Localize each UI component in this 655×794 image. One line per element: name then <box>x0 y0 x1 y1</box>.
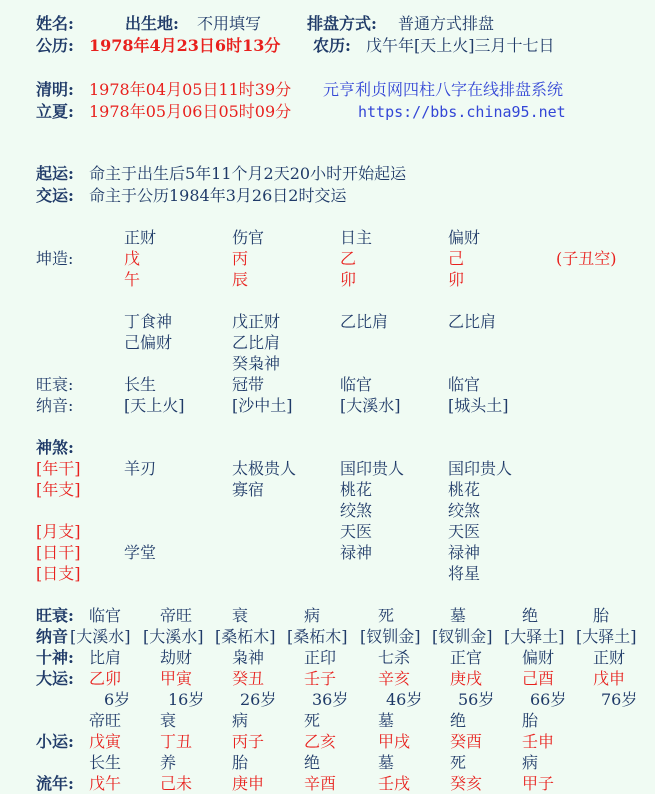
dayun-nayin-cell: [大驿土] <box>576 627 637 646</box>
hidden-stem: 乙比肩 <box>448 312 497 331</box>
xiaoyun-label: 小运: <box>36 732 74 751</box>
dayun-nayin-cell: [钗钏金] <box>360 627 421 646</box>
shishen-label: 十神: <box>36 648 74 667</box>
hidden-stem: 戊正财 <box>232 312 281 331</box>
age-cell: 56岁 <box>458 690 495 709</box>
pillar-branch: 卯 <box>340 270 357 289</box>
shensha-item: 桃花 <box>340 480 373 499</box>
shensha-key: [日支] <box>36 564 81 583</box>
hidden-stem: 己偏财 <box>124 333 173 352</box>
qingming-label: 清明: <box>36 80 74 99</box>
hidden-stem: 丁食神 <box>124 312 173 331</box>
shishen-cell: 比肩 <box>89 648 122 667</box>
liunian-cell: 甲子 <box>522 774 555 793</box>
nayin-value: [沙中土] <box>232 396 293 415</box>
solar-value: 1978年4月23日6时13分 <box>89 36 281 55</box>
solar-label: 公历: <box>36 36 74 55</box>
dayun-ws-cell: 帝旺 <box>160 606 193 625</box>
nayin-value: [天上火] <box>124 396 185 415</box>
kunzao-label: 坤造: <box>36 249 74 268</box>
dayun-cell: 辛亥 <box>378 669 411 688</box>
dayun-cell: 己酉 <box>522 669 555 688</box>
shishen-cell: 偏财 <box>522 648 555 667</box>
liunian-cell: 己未 <box>160 774 193 793</box>
dayun-cell: 壬子 <box>304 669 337 688</box>
name-label: 姓名: <box>36 14 74 33</box>
dayun-nayin-cell: [桑柘木] <box>215 627 276 646</box>
pillar-god: 偏财 <box>448 228 481 247</box>
liunian-cell: 庚申 <box>232 774 265 793</box>
wangshuai-value: 冠带 <box>232 375 265 394</box>
dayun-ws-cell: 衰 <box>232 606 249 625</box>
dayun-ws2-cell: 绝 <box>450 711 467 730</box>
dayun-ws2-cell: 衰 <box>160 711 177 730</box>
dayun-label: 大运: <box>36 669 74 688</box>
dayun-cell: 乙卯 <box>89 669 122 688</box>
method-value: 普通方式排盘 <box>398 14 495 33</box>
dayun-cell: 癸丑 <box>232 669 265 688</box>
shensha-key: [年干] <box>36 459 81 478</box>
dayun-ws2-cell: 病 <box>232 711 249 730</box>
age-cell: 66岁 <box>530 690 567 709</box>
nayin-value: [城头土] <box>448 396 509 415</box>
dayun-nayin-cell: [大驿土] <box>504 627 565 646</box>
dayun-wangshuai-label: 旺衰: <box>36 606 74 625</box>
age-cell: 76岁 <box>601 690 638 709</box>
shensha-item: 国印贵人 <box>340 459 405 478</box>
shensha-item: 国印贵人 <box>448 459 513 478</box>
dayun-nayin-cell: [大溪水] <box>143 627 204 646</box>
jiaoyun-label: 交运: <box>36 186 74 205</box>
liunian-cell: 癸亥 <box>450 774 483 793</box>
dayun-ws-cell: 死 <box>378 606 395 625</box>
wangshuai-value: 临官 <box>448 375 481 394</box>
xiaoyun-cell: 丙子 <box>232 732 265 751</box>
shensha-key: [月支] <box>36 522 81 541</box>
age-cell: 26岁 <box>240 690 277 709</box>
dayun-nayin-label: 纳音 <box>36 627 69 646</box>
pillar-stem: 己 <box>448 249 465 268</box>
xiaoyun-ws-cell: 病 <box>522 753 539 772</box>
liunian-cell: 辛酉 <box>304 774 337 793</box>
dayun-ws-cell: 病 <box>304 606 321 625</box>
pillar-stem: 丙 <box>232 249 249 268</box>
pillar-stem: 戊 <box>124 249 141 268</box>
xiaoyun-ws-cell: 死 <box>450 753 467 772</box>
pillar-god: 日主 <box>340 228 373 247</box>
dayun-ws-cell: 胎 <box>593 606 610 625</box>
shensha-item: 将星 <box>448 564 481 583</box>
method-label: 排盘方式: <box>307 14 377 33</box>
shensha-item: 禄神 <box>340 543 373 562</box>
xiaoyun-ws-cell: 墓 <box>378 753 395 772</box>
shishen-cell: 枭神 <box>232 648 265 667</box>
wangshuai-value: 临官 <box>340 375 373 394</box>
wangshuai-value: 长生 <box>124 375 157 394</box>
xiaoyun-cell: 戊寅 <box>89 732 122 751</box>
kongwang: (子丑空) <box>556 249 617 268</box>
hidden-stem: 癸枭神 <box>232 354 281 373</box>
shensha-key: [日干] <box>36 543 81 562</box>
liunian-label: 流年: <box>36 774 74 793</box>
dayun-ws2-cell: 帝旺 <box>89 711 122 730</box>
dayun-cell: 甲寅 <box>160 669 193 688</box>
birthplace-label: 出生地: <box>125 14 179 33</box>
shensha-label: 神煞: <box>36 438 74 457</box>
dayun-ws2-cell: 墓 <box>378 711 395 730</box>
jiaoyun-value: 命主于公历1984年3月26日2时交运 <box>89 186 347 205</box>
dayun-nayin-cell: [大溪水] <box>70 627 131 646</box>
xiaoyun-cell: 甲戌 <box>378 732 411 751</box>
shensha-item: 羊刃 <box>124 459 157 478</box>
shensha-item: 天医 <box>448 522 481 541</box>
dayun-nayin-cell: [桑柘木] <box>287 627 348 646</box>
pillar-branch: 卯 <box>448 270 465 289</box>
dayun-ws2-cell: 胎 <box>522 711 539 730</box>
shishen-cell: 七杀 <box>378 648 411 667</box>
lixia-value: 1978年05月06日05时09分 <box>89 102 292 121</box>
shensha-item: 禄神 <box>448 543 481 562</box>
birthplace-value: 不用填写 <box>197 14 262 33</box>
xiaoyun-ws-cell: 绝 <box>304 753 321 772</box>
lunar-value: 戊午年[天上火]三月十七日 <box>366 36 555 55</box>
shensha-item: 天医 <box>340 522 373 541</box>
pillar-branch: 午 <box>124 270 141 289</box>
shensha-item: 寡宿 <box>232 480 265 499</box>
age-cell: 36岁 <box>312 690 349 709</box>
shishen-cell: 正官 <box>450 648 483 667</box>
xiaoyun-cell: 壬申 <box>522 732 555 751</box>
age-cell: 16岁 <box>168 690 205 709</box>
lixia-label: 立夏: <box>36 102 74 121</box>
lunar-label: 农历: <box>313 36 351 55</box>
xiaoyun-ws-cell: 胎 <box>232 753 249 772</box>
dayun-nayin-cell: [钗钏金] <box>432 627 493 646</box>
dayun-cell: 戊申 <box>593 669 626 688</box>
nayin-label: 纳音: <box>36 396 74 415</box>
age-cell: 6岁 <box>104 690 131 709</box>
dayun-ws-cell: 墓 <box>450 606 467 625</box>
xiaoyun-cell: 乙亥 <box>304 732 337 751</box>
site-title-link[interactable]: 元亨利贞网四柱八字在线排盘系统 <box>323 80 564 99</box>
site-url-link[interactable]: https://bbs.china95.net <box>358 103 566 121</box>
shensha-item: 绞煞 <box>448 501 481 520</box>
dayun-ws2-cell: 死 <box>304 711 321 730</box>
shishen-cell: 正印 <box>304 648 337 667</box>
wangshuai-label: 旺衰: <box>36 375 74 394</box>
pillar-branch: 辰 <box>232 270 249 289</box>
pillar-god: 伤官 <box>232 228 265 247</box>
shensha-item: 绞煞 <box>340 501 373 520</box>
pillar-god: 正财 <box>124 228 157 247</box>
shishen-cell: 正财 <box>593 648 626 667</box>
dayun-cell: 庚戌 <box>450 669 483 688</box>
dayun-ws-cell: 绝 <box>522 606 539 625</box>
qingming-value: 1978年04月05日11时39分 <box>89 80 292 99</box>
xiaoyun-ws-cell: 长生 <box>89 753 122 772</box>
xiaoyun-ws-cell: 养 <box>160 753 177 772</box>
age-cell: 46岁 <box>386 690 423 709</box>
qiyun-label: 起运: <box>36 164 74 183</box>
xiaoyun-cell: 癸酉 <box>450 732 483 751</box>
liunian-cell: 壬戌 <box>378 774 411 793</box>
dayun-ws-cell: 临官 <box>89 606 122 625</box>
xiaoyun-cell: 丁丑 <box>160 732 193 751</box>
hidden-stem: 乙比肩 <box>340 312 389 331</box>
shensha-item: 桃花 <box>448 480 481 499</box>
qiyun-value: 命主于出生后5年11个月2天20小时开始起运 <box>89 164 407 183</box>
shensha-item: 学堂 <box>124 543 157 562</box>
hidden-stem: 乙比肩 <box>232 333 281 352</box>
liunian-cell: 戊午 <box>89 774 122 793</box>
shensha-key: [年支] <box>36 480 81 499</box>
pillar-stem: 乙 <box>340 249 357 268</box>
nayin-value: [大溪水] <box>340 396 401 415</box>
shensha-item: 太极贵人 <box>232 459 297 478</box>
shishen-cell: 劫财 <box>160 648 193 667</box>
